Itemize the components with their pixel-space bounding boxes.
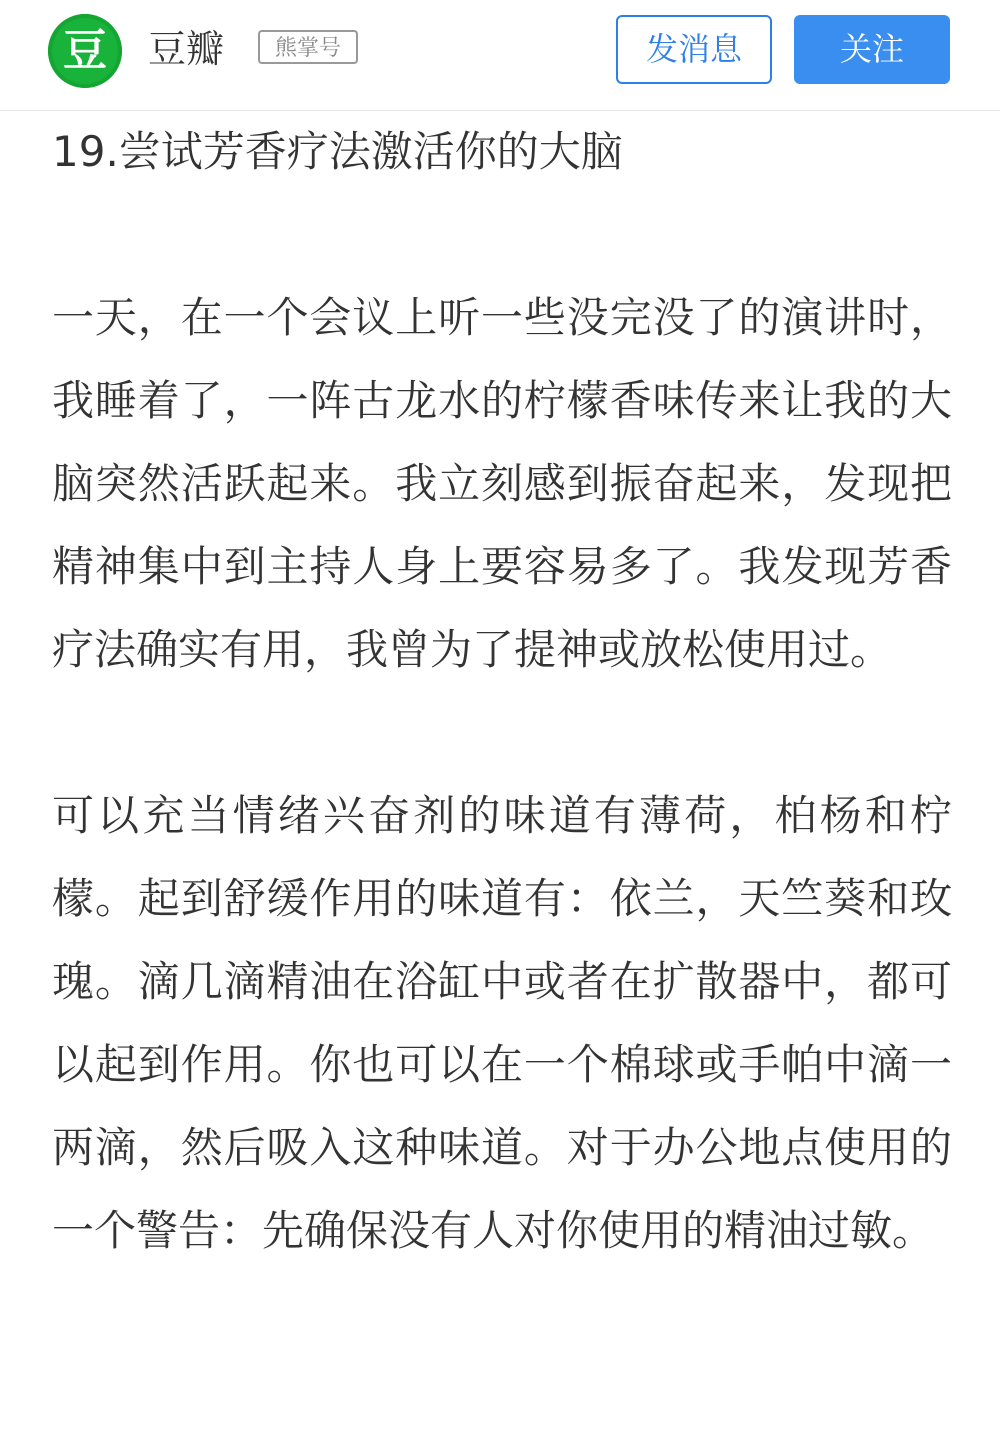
send-message-button[interactable]: 发消息 (616, 15, 772, 84)
douban-logo-icon[interactable] (48, 14, 122, 88)
page-scrollbar[interactable] (992, 112, 1000, 1444)
brand-name[interactable]: 豆瓣 (148, 27, 225, 71)
article-title: 19.尝试芳香疗法激活你的大脑 (52, 127, 623, 176)
article-body (52, 112, 952, 1272)
logo-glyph: 豆 (63, 25, 107, 76)
follow-button[interactable]: 关注 (794, 15, 950, 84)
xiongzhang-badge: 熊掌号 (258, 30, 358, 64)
article-paragraph-1: 一天，在一个会议上听一些没完没了的演讲时，我睡着了，一阵古龙水的柠檬香味传来让我的大脑突然活跃起来。我立刻感到振奋起来，发现把精神集中到主持人身上要容易多了。我发现芳香疗法确实有用，我曾为了提神或放松使用过。 (52, 293, 952, 674)
article-paragraph-2: 可以充当情绪兴奋剂的味道有薄荷，柏杨和柠檬。起到舒缓作用的味道有：依兰，天竺葵和玫瑰。滴几滴精油在浴缸中或者在扩散器中，都可以起到作用。你也可以在一个棉球或手帕中滴一两滴，然后吸入这种味道。对于办公地点使用的一个警告：先确保没有人对你使用的精油过敏。 (52, 791, 952, 1255)
top-bar (0, 0, 1000, 111)
